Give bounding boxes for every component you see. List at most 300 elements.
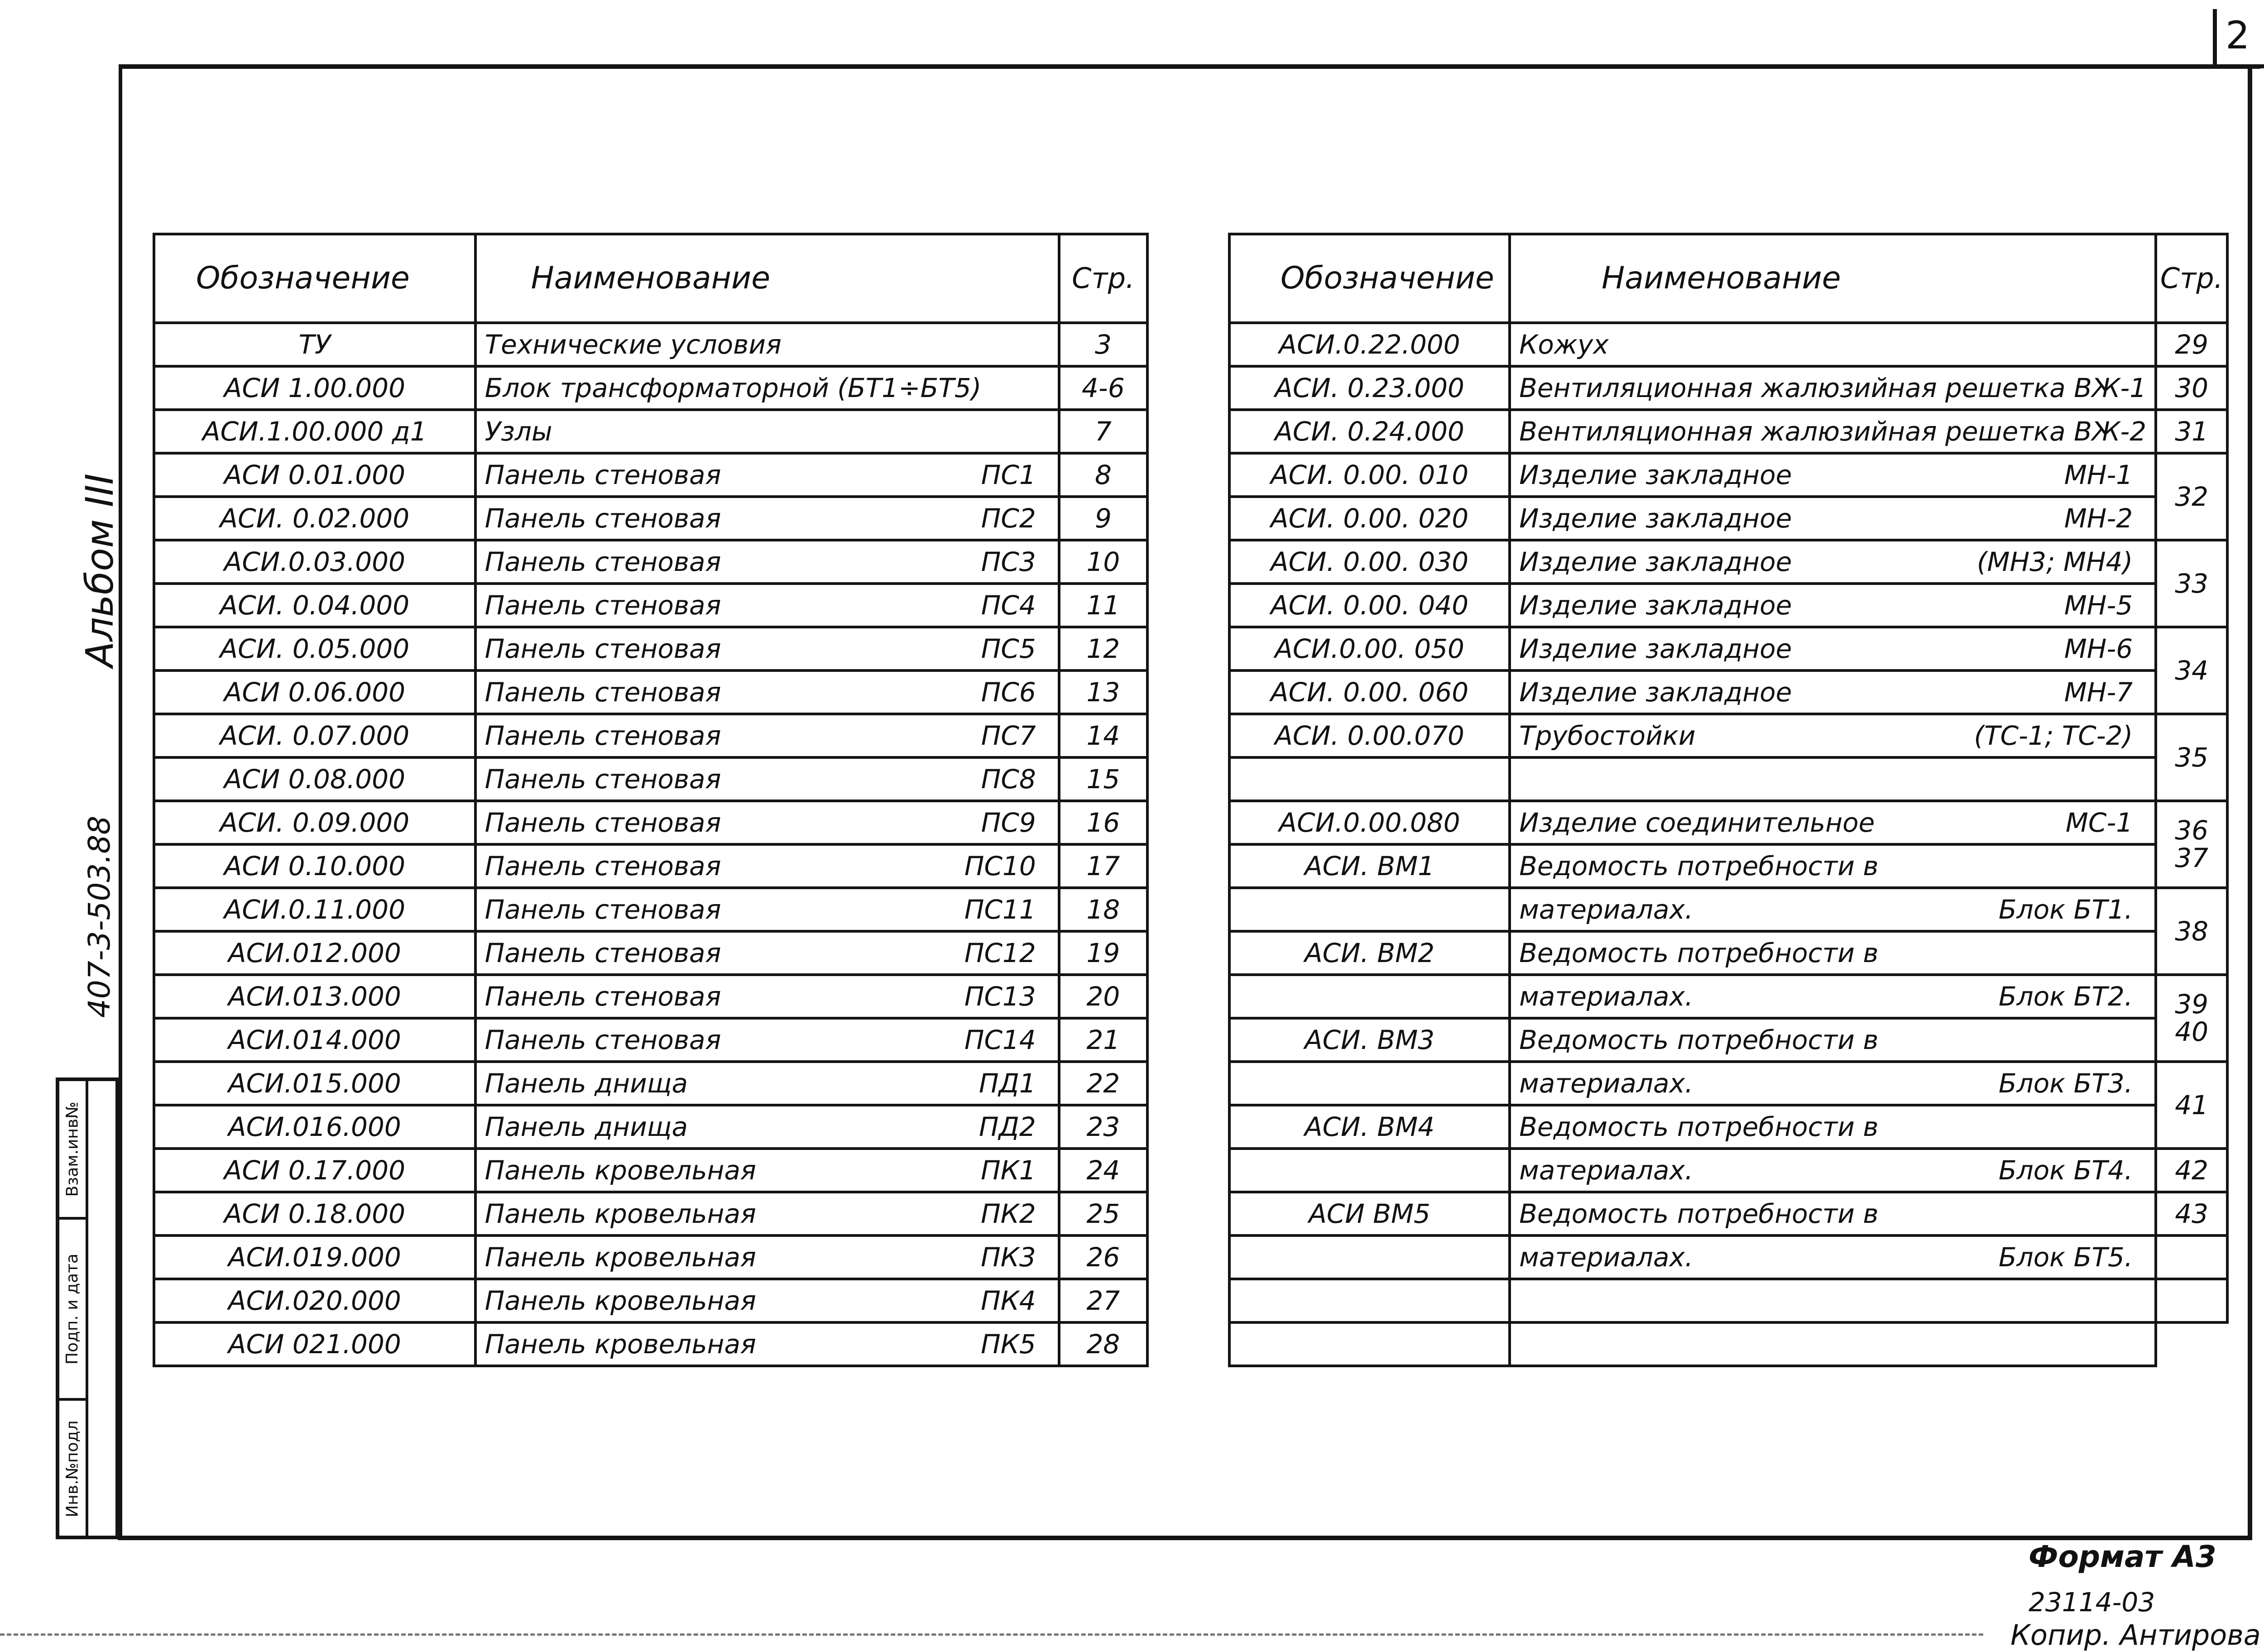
item-mark: ПК4 [981,1285,1036,1316]
item-code: АСИ. ВМ2 [1229,931,1510,975]
item-name: материалах. [1519,1068,1693,1099]
page-cell [2156,714,2227,801]
item-mark: Блок БТ5. [1998,1242,2133,1273]
item-code: АСИ.019.000 [154,1235,475,1279]
item-page: 19 [1059,931,1147,975]
table-row [154,1149,1147,1192]
table-row [1229,323,2227,366]
name-wrap [484,1329,1050,1360]
item-name: Ведомость потребности в [1519,1198,1879,1229]
table-row [154,714,1147,757]
item-name: Панель кровельная [484,1285,756,1316]
item-page: 29 [2175,329,2208,360]
item-mark: ПК1 [981,1155,1036,1186]
table-row [154,323,1147,366]
item-name: Панель стеновая [484,894,721,925]
item-mark: ПК3 [981,1242,1036,1273]
name-wrap [485,331,1050,358]
page-stack [2165,331,2218,359]
stamp-cell-signature [59,1220,86,1398]
item-mark: ПС12 [964,938,1036,968]
item-page: 36 [2175,815,2208,846]
table-row [1229,1062,2227,1105]
item-code: АСИ. ВМ4 [1229,1105,1510,1149]
table-row [1229,888,2227,931]
item-code: АСИ. 0.24.000 [1229,410,1510,453]
name-wrap [1519,677,2146,708]
frame-right [2248,64,2252,1539]
item-code: АСИ.0.00.080 [1229,801,1510,844]
name-wrap [1519,375,2146,401]
stamp-label-replacement: Взам.инв№ [63,1101,82,1197]
item-code [1229,757,1510,801]
item-name: Панель стеновая [484,460,721,490]
name-wrap [485,896,1050,923]
name-cell [475,453,1059,497]
name-wrap [1519,1198,2146,1229]
table-row [1229,497,2227,540]
item-code: АСИ.014.000 [154,1018,475,1062]
name-wrap [484,764,1050,795]
name-wrap [1519,418,2146,445]
page-number: 2 [2226,13,2250,57]
item-name: материалах. [1519,1242,1693,1273]
header-code: Обозначение [1229,234,1510,323]
item-page: 40 [2175,1016,2208,1047]
name-cell [475,757,1059,801]
item-code [1229,888,1510,931]
item-name: Технические условия [484,329,782,360]
page-stack [2165,817,2218,872]
table-row [154,1235,1147,1279]
item-name: Изделие соединительное [1519,807,1875,838]
name-wrap [485,940,1050,966]
item-code: АСИ. 0.00. 040 [1229,584,1510,627]
name-cell [1510,1192,2156,1235]
item-code: АСИ. 0.09.000 [154,801,475,844]
item-name: материалах. [1519,981,1693,1012]
name-wrap [1519,546,2146,577]
table-row [154,888,1147,931]
page-stack [2165,374,2218,402]
item-page: 33 [2175,568,2208,599]
item-code: АСИ 0.06.000 [154,670,475,714]
item-mark: ПС7 [981,720,1036,751]
table-row [1229,1235,2227,1279]
table-row [154,627,1147,670]
name-cell [1510,714,2156,757]
page-cell [2156,975,2227,1062]
item-mark: (ТС-1; ТС-2) [1974,720,2133,751]
table-row [154,1192,1147,1235]
item-code: АСИ. 0.00. 060 [1229,670,1510,714]
name-cell [1510,540,2156,584]
item-page: 18 [1059,888,1147,931]
name-cell [1510,1018,2156,1062]
table-row [1229,670,2227,714]
item-page: 11 [1059,584,1147,627]
item-code: АСИ. 0.00.070 [1229,714,1510,757]
name-cell [475,497,1059,540]
page-cell [2156,1192,2227,1235]
name-cell [1510,757,2156,801]
page-stack [2165,1154,2218,1186]
item-page: 9 [1059,497,1147,540]
item-page: 41 [2175,1089,2208,1120]
page-cell [2156,453,2227,540]
table-row [154,1279,1147,1322]
item-page: 24 [1059,1149,1147,1192]
item-page: 10 [1059,540,1147,584]
item-page: 28 [1059,1322,1147,1366]
name-wrap [485,1070,1050,1097]
item-code: АСИ.0.11.000 [154,888,475,931]
left-table-body [154,323,1147,1366]
page-stack [2165,418,2218,445]
item-mark: ПС10 [964,851,1036,881]
name-wrap [1519,853,2146,879]
item-mark: Блок БТ4. [1998,1155,2133,1186]
right-spec-table [1228,233,2229,1367]
name-cell [1510,801,2156,844]
page-stack [2165,915,2218,947]
item-page: 14 [1059,714,1147,757]
item-name: Панель стеновая [484,720,721,751]
frame-bottom [118,1536,2252,1540]
name-cell [1510,1105,2156,1149]
name-cell [1510,497,2156,540]
table-row [1229,844,2227,888]
item-code: АСИ. 0.04.000 [154,584,475,627]
item-code: АСИ.0.22.000 [1229,323,1510,366]
name-wrap [1519,1155,2146,1186]
table-row [1229,1322,2227,1366]
item-code: АСИ. 0.00. 010 [1229,453,1510,497]
name-wrap [484,720,1050,751]
item-mark: ПС13 [964,981,1036,1012]
table-row [154,1062,1147,1105]
item-code: АСИ 0.08.000 [154,757,475,801]
item-code [1229,1235,1510,1279]
item-name: Панель стеновая [484,1025,721,1055]
item-page: 4-6 [1059,366,1147,410]
table-row [1229,410,2227,453]
name-cell [475,931,1059,975]
name-wrap [485,375,1050,401]
name-cell [1510,670,2156,714]
name-cell [475,366,1059,410]
item-code: АСИ.1.00.000 д1 [154,410,475,453]
table-row [154,1322,1147,1366]
name-cell [1510,1322,2156,1366]
page-stack [2165,570,2218,598]
name-cell [475,670,1059,714]
item-code: АСИ 0.17.000 [154,1149,475,1192]
item-name: Изделие закладное [1519,546,1792,577]
name-cell [1510,410,2156,453]
name-cell [475,584,1059,627]
item-code: АСИ 021.000 [154,1322,475,1366]
page-cell [2156,540,2227,627]
table-row [1229,801,2227,844]
name-wrap [1519,462,2146,488]
item-code: АСИ 0.01.000 [154,453,475,497]
item-mark: ПС5 [981,633,1036,664]
name-wrap [1519,1111,2146,1142]
item-code [1229,1322,1510,1366]
table-row [1229,975,2227,1018]
item-mark: ПС14 [964,1025,1036,1055]
name-cell [475,975,1059,1018]
name-wrap [484,677,1050,708]
name-cell [475,410,1059,453]
page-cell [2156,1149,2227,1192]
album-label: Альбом III [77,473,122,668]
item-name: Панель стеновая [484,677,721,708]
item-name: Панель днища [484,1111,688,1142]
page-stack [2165,1089,2218,1120]
item-page: 23 [1059,1105,1147,1149]
item-code: АСИ.012.000 [154,931,475,975]
name-cell [475,1149,1059,1192]
item-code: АСИ 0.10.000 [154,844,475,888]
item-name: Панель стеновая [484,851,721,881]
item-mark: ПК2 [981,1198,1036,1229]
name-cell [475,1018,1059,1062]
item-mark: ПС11 [964,894,1036,925]
item-mark: ПС3 [981,546,1036,577]
item-name: Изделие закладное [1519,633,1792,664]
item-mark: Блок БТ1. [1998,894,2133,925]
item-page: 20 [1059,975,1147,1018]
table-row [154,453,1147,497]
table-row [154,410,1147,453]
stamp-cell-inventory [59,1401,86,1537]
table-row [154,801,1147,844]
item-name: Панель кровельная [484,1155,756,1186]
item-page: 39 [2175,989,2208,1020]
name-wrap [1519,1027,2146,1053]
name-wrap [1519,809,2146,836]
name-cell [475,1235,1059,1279]
item-page: 35 [2175,742,2208,773]
header-name: Наименование [1510,234,2156,323]
table-row [154,844,1147,888]
item-mark: (МН3; МН4) [1976,546,2133,577]
page-cell [2156,627,2227,714]
series-code: 407-3-503.88 [82,815,117,1018]
table-row [1229,757,2227,801]
item-mark: Блок БТ3. [1998,1068,2133,1099]
page-cell [2156,888,2227,975]
name-wrap [1519,720,2146,751]
name-cell [475,1062,1059,1105]
header-name: Наименование [475,234,1059,323]
item-name: Панель стеновая [484,503,721,534]
item-code [1229,1062,1510,1105]
name-cell [475,844,1059,888]
item-code [1229,975,1510,1018]
name-cell [475,323,1059,366]
item-name: Кожух [1519,329,1609,360]
name-wrap [484,1285,1050,1316]
item-page: 30 [2175,372,2208,403]
table-row [1229,584,2227,627]
table-row [154,366,1147,410]
table-row [1229,1018,2227,1062]
page-cell [2156,801,2227,888]
item-mark: ПС6 [981,677,1036,708]
name-wrap [1519,590,2146,621]
name-cell [475,1279,1059,1322]
archive-number: 23114-03 [2029,1587,2155,1618]
item-page: 7 [1059,410,1147,453]
item-name: Изделие закладное [1519,590,1792,621]
item-code: АСИ.0.03.000 [154,540,475,584]
item-code: АСИ.015.000 [154,1062,475,1105]
item-name: Ведомость потребности в [1519,851,1879,881]
name-wrap [1519,1242,2146,1273]
page-cell [2156,1235,2227,1279]
page-cell [2156,1279,2227,1322]
name-wrap [485,809,1050,836]
item-name: Панель стеновая [484,981,721,1012]
item-mark: ПК5 [981,1329,1036,1360]
item-name: Панель кровельная [484,1198,756,1229]
table-row [1229,714,2227,757]
item-name: Панель кровельная [484,1329,756,1360]
table-row [1229,1192,2227,1235]
item-page: 16 [1059,801,1147,844]
item-page: 34 [2175,655,2208,686]
table-row [154,975,1147,1018]
format-label: Формат А3 [2029,1539,2216,1574]
item-name: Трубостойки [1519,720,1696,751]
item-code: АСИ.016.000 [154,1105,475,1149]
table-row [1229,627,2227,670]
table-row [154,931,1147,975]
item-code: АСИ. ВМ3 [1229,1018,1510,1062]
item-name: Панель стеновая [484,590,721,621]
table-row [1229,1279,2227,1322]
name-wrap [484,1155,1050,1186]
item-page: 15 [1059,757,1147,801]
name-wrap [484,1242,1050,1273]
item-page: 32 [2175,481,2208,512]
item-name: Панель стеновая [484,938,721,968]
item-page: 42 [2175,1154,2208,1186]
item-page: 37 [2175,843,2208,873]
left-spec-table [153,233,1149,1367]
item-page: 27 [1059,1279,1147,1322]
name-wrap [484,590,1050,621]
name-wrap [485,853,1050,879]
stamp-divider [86,1081,88,1536]
frame-top [122,64,2260,69]
item-page: 22 [1059,1062,1147,1105]
item-code: АСИ. 0.00. 020 [1229,497,1510,540]
item-mark: ПС4 [981,590,1036,621]
item-code: АСИ. 0.23.000 [1229,366,1510,410]
name-cell [1510,1279,2156,1322]
name-cell [1510,323,2156,366]
name-wrap [485,418,1050,445]
item-mark: МН-6 [2064,633,2133,664]
name-cell [475,540,1059,584]
name-wrap [484,1198,1050,1229]
table-row [154,540,1147,584]
name-cell [475,801,1059,844]
item-code: АСИ.020.000 [154,1279,475,1322]
page-cell [2156,410,2227,453]
item-mark: ПС2 [981,503,1036,534]
name-cell [1510,584,2156,627]
item-name: Вентиляционная жалюзийная решетка ВЖ-1 [1519,373,2147,403]
item-mark: ПС8 [981,764,1036,795]
item-name: материалах. [1519,894,1693,925]
item-code: АСИ. 0.07.000 [154,714,475,757]
item-code: АСИ.013.000 [154,975,475,1018]
item-name: Узлы [484,416,552,447]
name-cell [1510,931,2156,975]
name-cell [475,627,1059,670]
name-wrap [485,983,1050,1010]
page-stack [2165,744,2218,771]
name-wrap [1519,1070,2146,1097]
table-row [154,1018,1147,1062]
item-code: АСИ. 0.00. 030 [1229,540,1510,584]
item-page: 26 [1059,1235,1147,1279]
item-mark: МН-5 [2064,590,2133,621]
item-name: Изделие закладное [1519,460,1792,490]
stamp-cell-replacement [59,1081,86,1217]
page-stack [2165,1200,2218,1228]
item-name: Панель стеновая [484,633,721,664]
stamp-label-signature: Подп. и дата [63,1253,82,1365]
item-code: АСИ. 0.02.000 [154,497,475,540]
name-cell [475,1192,1059,1235]
table-row [154,497,1147,540]
item-name: Панель кровельная [484,1242,756,1273]
table-row [1229,1149,2227,1192]
item-mark: Блок БТ2. [1998,981,2133,1012]
header-page: Стр. [1059,234,1147,323]
page-stack [2165,657,2218,685]
table-row [1229,931,2227,975]
name-cell [475,1105,1059,1149]
name-cell [1510,888,2156,931]
item-page: 12 [1059,627,1147,670]
item-name: Панель стеновая [484,764,721,795]
name-cell [1510,627,2156,670]
item-code: АСИ. 0.05.000 [154,627,475,670]
right-table-body [1229,323,2227,1366]
item-code: ТУ [154,323,475,366]
table-row [1229,540,2227,584]
name-wrap [1519,331,2146,358]
name-cell [1510,844,2156,888]
item-code [1229,1149,1510,1192]
item-page: 8 [1059,453,1147,497]
name-wrap [1519,505,2146,532]
name-wrap [485,462,1050,488]
name-wrap [484,633,1050,664]
item-name: Изделие закладное [1519,503,1792,534]
item-code: АСИ 1.00.000 [154,366,475,410]
name-cell [1510,366,2156,410]
name-cell [475,1322,1059,1366]
item-code: АСИ 0.18.000 [154,1192,475,1235]
